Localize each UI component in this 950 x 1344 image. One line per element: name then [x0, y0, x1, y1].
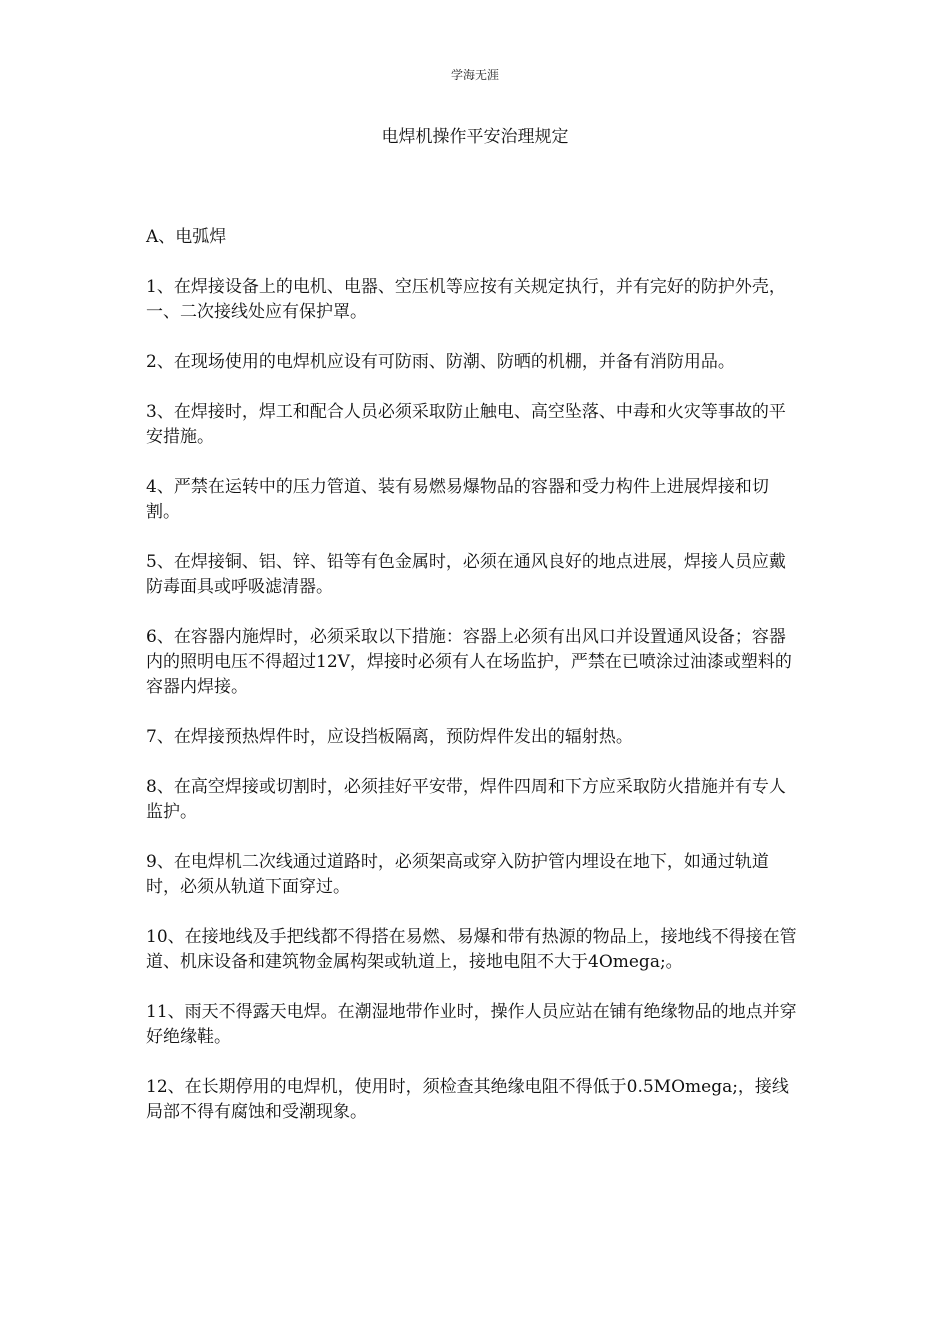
rule-item-8: 8、在高空焊接或切割时，必须挂好平安带，焊件四周和下方应采取防火措施并有专人监护。 — [146, 777, 786, 822]
rule-item-2: 2、在现场使用的电焊机应设有可防雨、防潮、防晒的机棚，并备有消防用品。 — [146, 352, 735, 372]
rule-item-3: 3、在焊接时，焊工和配合人员必须采取防止触电、高空坠落、中毒和火灾等事故的平安措施。 — [146, 402, 786, 447]
rule-item-11: 11、雨天不得露天电焊。在潮湿地带作业时，操作人员应站在铺有绝缘物品的地点并穿好绝缘鞋。 — [146, 1002, 797, 1047]
rule-item-4: 4、严禁在运转中的压力管道、装有易燃易爆物品的容器和受力构件上进展焊接和切割。 — [146, 477, 769, 522]
rule-item-7: 7、在焊接预热焊件时，应设挡板隔离，预防焊件发出的辐射热。 — [146, 727, 633, 747]
rule-item-9: 9、在电焊机二次线通过道路时，必须架高或穿入防护管内埋设在地下，如通过轨道时，必须从轨道下面穿过。 — [146, 852, 769, 897]
document-body — [146, 225, 801, 1150]
section-heading: A、电弧焊 — [146, 227, 227, 247]
rule-item-12: 12、在长期停用的电焊机，使用时，须检查其绝缘电阻不得低于0.5MOmega;，接线局部不得有腐蚀和受潮现象。 — [146, 1077, 789, 1122]
page-header: 学海无涯 — [450, 68, 499, 82]
rule-item-6: 6、在容器内施焊时，必须采取以下措施：容器上必须有出风口并设置通风设备；容器内的照明电压不得超过12V，焊接时必须有人在场监护，严禁在已喷涂过油漆或塑料的容器内焊接。 — [146, 627, 792, 697]
rule-item-1: 1、在焊接设备上的电机、电器、空压机等应按有关规定执行，并有完好的防护外壳，一、二次接线处应有保护罩。 — [146, 277, 786, 322]
document-title: 电焊机操作平安治理规定 — [381, 127, 569, 147]
rule-item-10: 10、在接地线及手把线都不得搭在易燃、易爆和带有热源的物品上，接地线不得接在管道、机床设备和建筑物金属构架或轨道上，接地电阻不大于4Omega;。 — [146, 927, 797, 972]
rule-item-5: 5、在焊接铜、铝、锌、铅等有色金属时，必须在通风良好的地点进展，焊接人员应戴防毒面具或呼吸滤清器。 — [146, 552, 786, 597]
